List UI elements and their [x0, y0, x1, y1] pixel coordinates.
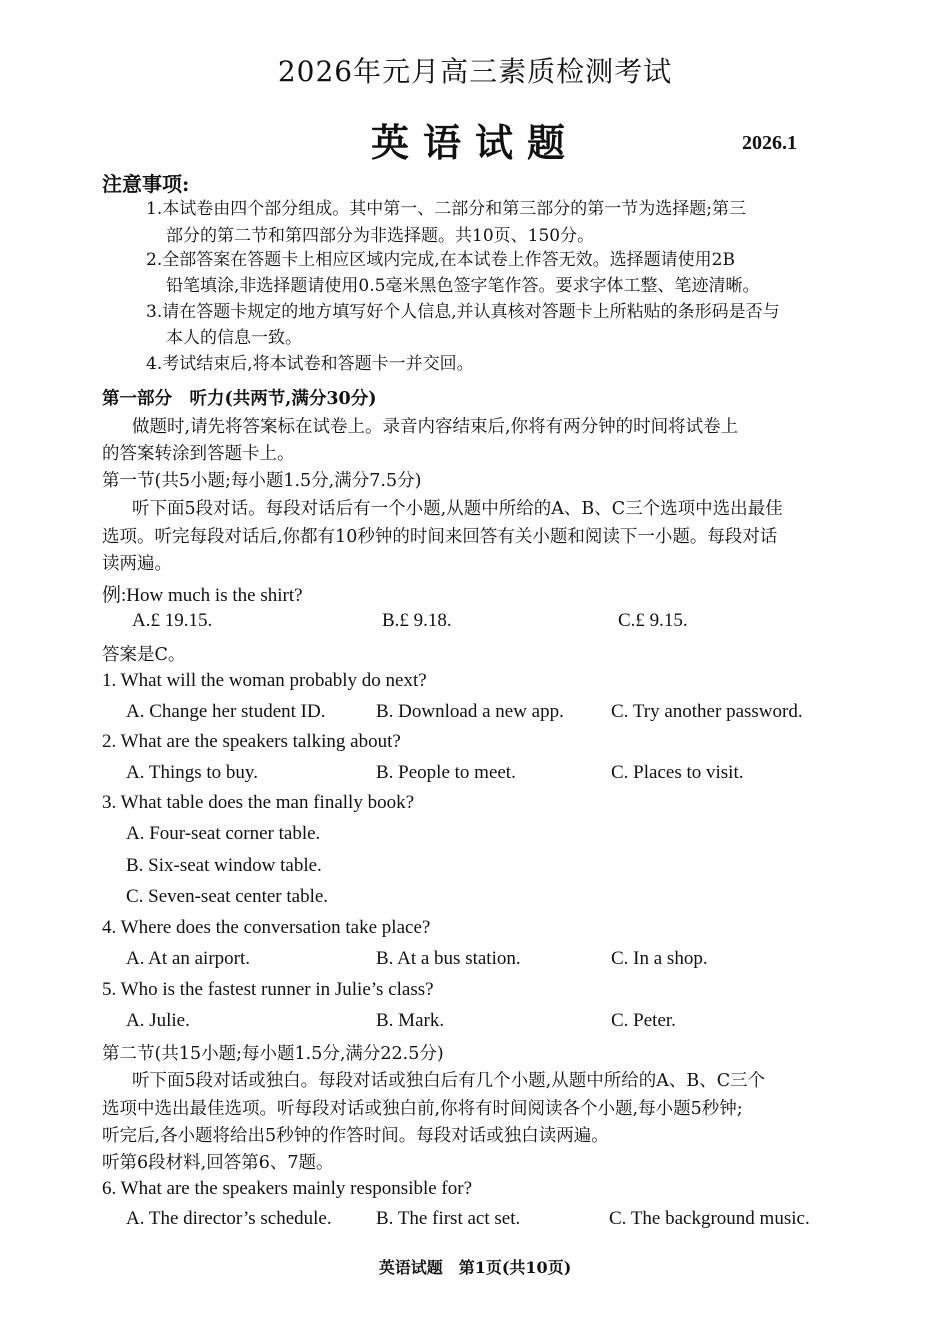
note-2-line1: 2.全部答案在答题卡上相应区域内完成,在本试卷上作答无效。选择题请使用2B [146, 250, 735, 270]
example-question: 例:How much is the shirt? [102, 585, 303, 606]
q3-option-c: C. Seven-seat center table. [126, 886, 329, 907]
q5-option-a: A. Julie. [126, 1010, 190, 1031]
question-4: 4. Where does the conversation take place? [102, 917, 431, 938]
exam-date: 2026.1 [742, 132, 797, 154]
note-1-line2: 部分的第二节和第四部分为非选择题。共10页、150分。 [166, 226, 595, 246]
section1-instr-line3: 读两遍。 [102, 554, 172, 574]
question-5: 5. Who is the fastest runner in Julie’s class? [102, 979, 434, 1000]
page-footer: 英语试题 第1页(共10页) [378, 1258, 572, 1277]
question-1: 1. What will the woman probably do next? [102, 670, 427, 691]
q1-option-a: A. Change her student ID. [126, 701, 326, 722]
question-3: 3. What table does the man finally book? [102, 792, 415, 813]
section2-instr-line1: 听下面5段对话或独白。每段对话或独白后有几个小题,从题中所给的A、B、C三个 [132, 1071, 766, 1091]
subject-title: 英语试题 [370, 120, 579, 165]
q1-option-b: B. Download a new app. [376, 701, 564, 722]
question-6: 6. What are the speakers mainly responsible for? [102, 1178, 473, 1199]
note-1-line1: 1.本试卷由四个部分组成。其中第一、二部分和第三部分的第一节为选择题;第三 [146, 199, 746, 219]
note-4-line1: 4.考试结束后,将本试卷和答题卡一并交回。 [146, 354, 474, 374]
q2-option-a: A. Things to buy. [126, 762, 258, 783]
q5-option-b: B. Mark. [376, 1010, 445, 1031]
question-2: 2. What are the speakers talking about? [102, 731, 401, 752]
part1-heading: 第一部分 听力(共两节,满分30分) [102, 389, 377, 409]
note-3-line1: 3.请在答题卡规定的地方填写好个人信息,并认真核对答题卡上所粘贴的条形码是否与 [146, 302, 780, 322]
exam-title: 2026年元月高三素质检测考试 [277, 55, 673, 88]
section1-instr-line1: 听下面5段对话。每段对话后有一个小题,从题中所给的A、B、C三个选项中选出最佳 [132, 499, 783, 519]
example-answer: 答案是C。 [102, 645, 186, 665]
q6-option-c: C. The background music. [609, 1208, 810, 1229]
note-3-line2: 本人的信息一致。 [166, 328, 302, 348]
section2-heading: 第二节(共15小题;每小题1.5分,满分22.5分) [102, 1044, 444, 1064]
note-2-line2: 铅笔填涂,非选择题请使用0.5毫米黑色签字笔作答。要求字体工整、笔迹清晰。 [166, 276, 760, 296]
q4-option-c: C. In a shop. [611, 948, 708, 969]
q4-option-b: B. At a bus station. [376, 948, 521, 969]
q6-option-b: B. The first act set. [376, 1208, 521, 1229]
part1-intro-line1: 做题时,请先将答案标在试卷上。录音内容结束后,你将有两分钟的时间将试卷上 [132, 417, 739, 437]
q3-option-b: B. Six-seat window table. [126, 855, 322, 876]
q2-option-c: C. Places to visit. [611, 762, 744, 783]
material-6-instruction: 听第6段材料,回答第6、7题。 [102, 1153, 334, 1173]
example-option-c: C.£ 9.15. [618, 610, 688, 631]
example-option-a: A.£ 19.15. [132, 610, 213, 631]
q3-option-a: A. Four-seat corner table. [126, 823, 321, 844]
q1-option-c: C. Try another password. [611, 701, 803, 722]
q2-option-b: B. People to meet. [376, 762, 516, 783]
q4-option-a: A. At an airport. [126, 948, 251, 969]
section1-instr-line2: 选项。听完每段对话后,你都有10秒钟的时间来回答有关小题和阅读下一小题。每段对话 [102, 527, 778, 547]
section2-instr-line2: 选项中选出最佳选项。听每段对话或独白前,你将有时间阅读各个小题,每小题5秒钟; [102, 1099, 743, 1119]
example-option-b: B.£ 9.18. [382, 610, 452, 631]
part1-intro-line2: 的答案转涂到答题卡上。 [102, 444, 295, 464]
notes-title: 注意事项: [102, 172, 190, 196]
section1-heading: 第一节(共5小题;每小题1.5分,满分7.5分) [102, 471, 422, 491]
q6-option-a: A. The director’s schedule. [126, 1208, 332, 1229]
section2-instr-line3: 听完后,各小题将给出5秒钟的作答时间。每段对话或独白读两遍。 [102, 1126, 609, 1146]
q5-option-c: C. Peter. [611, 1010, 676, 1031]
